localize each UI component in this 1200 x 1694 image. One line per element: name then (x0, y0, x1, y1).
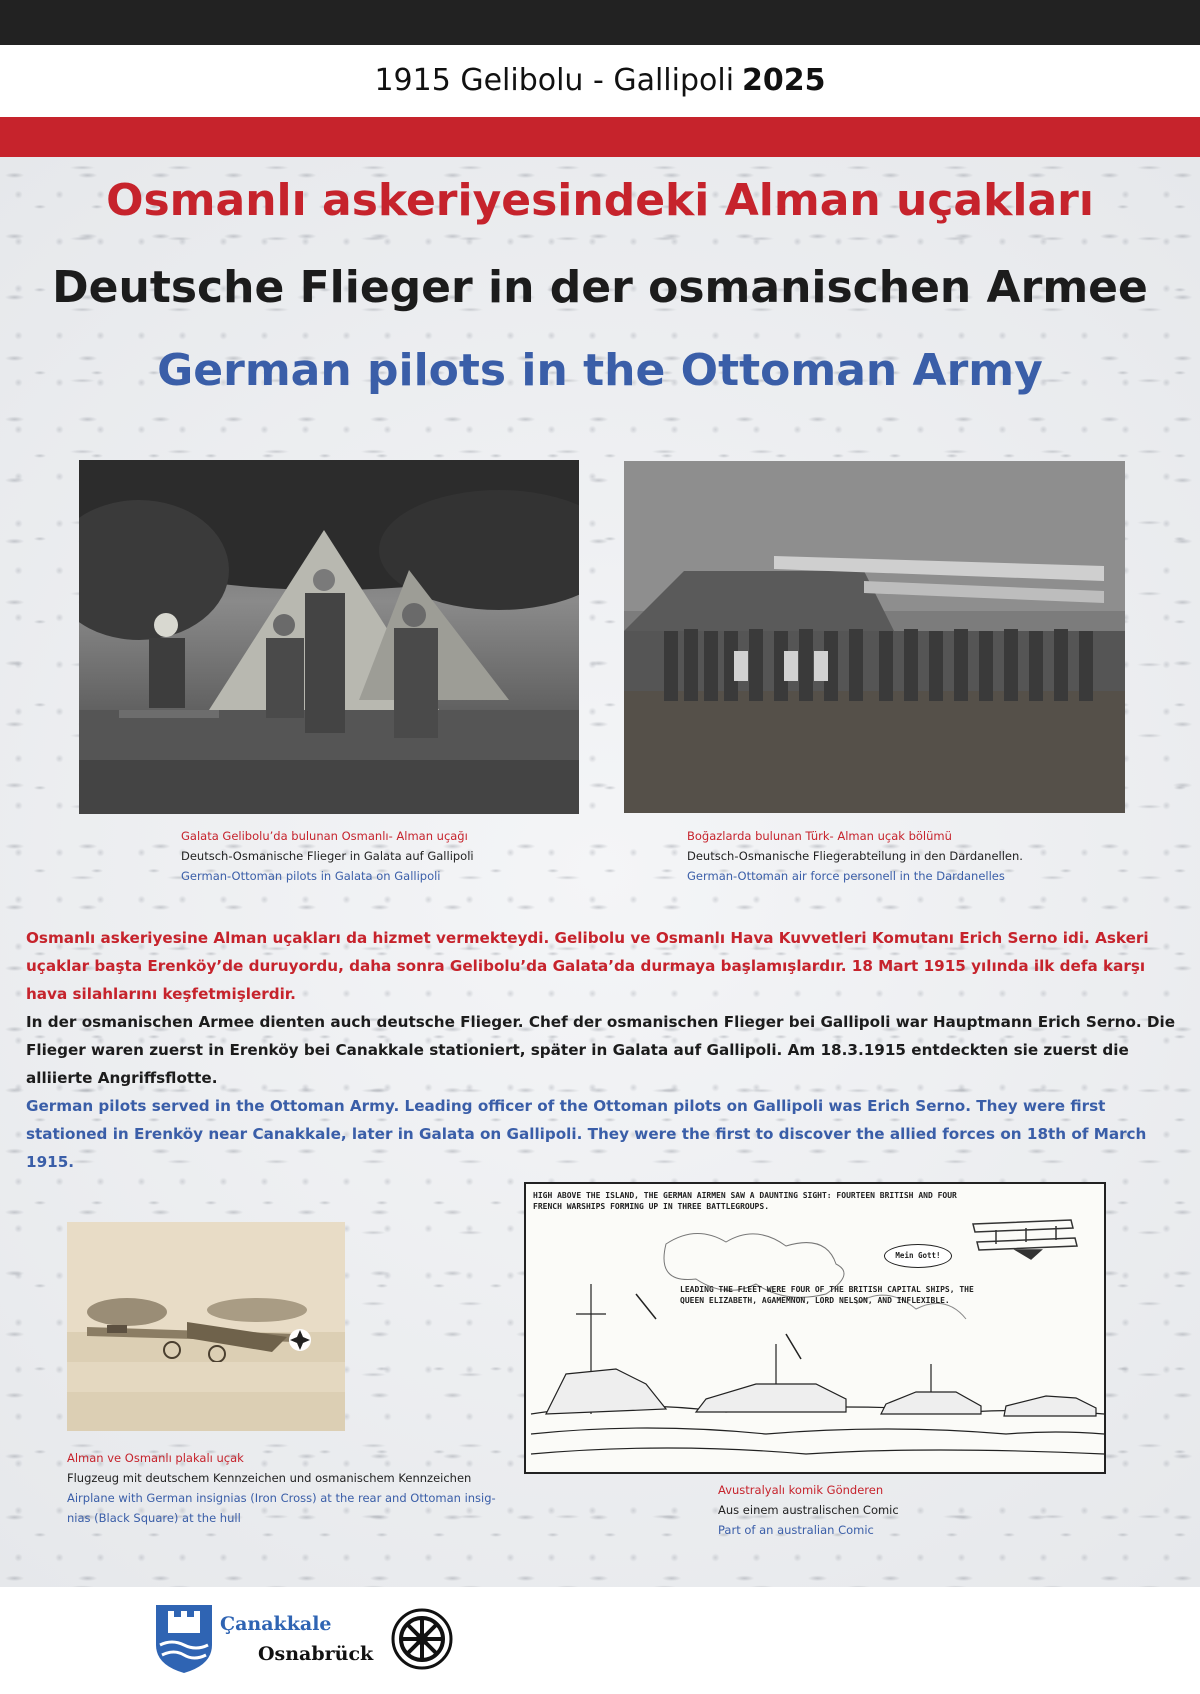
comic-caption (718, 1480, 1038, 1540)
header-year: 2025 (742, 63, 826, 98)
comic-caption-de: Aus einem australischen Comic (718, 1503, 899, 1517)
photo2-caption (687, 826, 1067, 886)
comic-caption-tr: Avustralyalı komik Gönderen (718, 1483, 884, 1497)
footer (0, 1587, 1200, 1694)
comic-panel (524, 1182, 1106, 1474)
photo2-caption-en: German-Ottoman air force personell in the Dardanelles (687, 869, 1005, 883)
body-text-turkish: Osmanlı askeriyesine Alman uçakları da hizmet vermekteydi. Gelibolu ve Osmanlı Hava Kuvvetleri Komutanı Erich Serno idi. Askeri uçaklar başta Erenköy’de duruyordu, daha sonra Gelibolu’da Galata’da durmaya başlamışlardır. 18 Mart 1915 yılında ilk defa karşı hava silahlarını keşfetmişlerdir. (26, 929, 1149, 1003)
photo1-caption-en: German-Ottoman pilots in Galata on Gallipoli (181, 869, 441, 883)
photo-pilots-galata (79, 460, 579, 814)
canakkale-osnabrueck-logo (152, 1601, 392, 1681)
top-bar (0, 0, 1200, 45)
comic-speech-bubble: Mein Gott! (884, 1244, 952, 1268)
header (0, 45, 1200, 117)
photo3-caption (67, 1448, 499, 1528)
logo-text-canakkale: Çanakkale (220, 1613, 332, 1635)
photo1-caption (181, 826, 541, 886)
photo2-caption-de: Deutsch-Osmanische Fliegerabteilung in den Dardanellen. (687, 849, 1023, 863)
photo3-caption-en: Airplane with German insignias (Iron Cross) at the rear and Ottoman insig-nias (Black Square) at the hull (67, 1491, 496, 1525)
photo1-caption-tr: Galata Gelibolu’da bulunan Osmanlı- Alman uçağı (181, 829, 468, 843)
comic-caption-en: Part of an australian Comic (718, 1523, 874, 1537)
red-bar (0, 117, 1200, 157)
comic-drawing (526, 1184, 1104, 1472)
photo3-caption-de: Flugzeug mit deutschem Kennzeichen und osmanischem Kennzeichen (67, 1471, 472, 1485)
title-turkish: Osmanlı askeriyesindeki Alman uçakları (106, 175, 1094, 226)
title-english: German pilots in the Ottoman Army (157, 345, 1043, 396)
photo1-caption-de: Deutsch-Osmanische Flieger in Galata auf Gallipoli (181, 849, 474, 863)
header-title (0, 63, 1200, 98)
comic-text-mid: LEADING THE FLEET WERE FOUR OF THE BRITISH CAPITAL SHIPS, THE QUEEN ELIZABETH, AGAMEMNON, LORD NELSON, AND INFLEXIBLE. (680, 1285, 974, 1305)
header-title-text: 1915 Gelibolu - Gallipoli (374, 63, 735, 98)
photo-airforce-personnel (624, 461, 1125, 813)
photo2-caption-tr: Boğazlarda bulunan Türk- Alman uçak bölümü (687, 829, 952, 843)
shield-icon (152, 1601, 216, 1675)
photo3-caption-tr: Alman ve Osmanlı plakalı uçak (67, 1451, 244, 1465)
logo-text-osnabrueck: Osnabrück (258, 1643, 374, 1665)
title-german: Deutsche Flieger in der osmanischen Armee (52, 262, 1148, 313)
comic-text-top: HIGH ABOVE THE ISLAND, THE GERMAN AIRMEN SAW A DAUNTING SIGHT: FOURTEEN BRITISH AND FOUR FRENCH WARSHIPS FORMING UP IN THREE BATTLEGROUPS. (533, 1191, 957, 1211)
body-text-english: German pilots served in the Ottoman Army. Leading officer of the Ottoman pilots on Gallipoli was Erich Serno. They were first stationed in Erenköy near Canakkale, later in Galata on Gallipoli. They were the first to discover the allied forces on 18th of March 1915. (26, 1097, 1147, 1171)
body-text-german: In der osmanischen Armee dienten auch deutsche Flieger. Chef der osmanischen Flieger bei Gallipoli war Hauptmann Erich Serno. Die Flieger waren zuerst in Erenköy bei Canakkale stationiert, später in Galata auf Gallipoli. Am 18.3.1915 entdeckten sie zuerst die alliierte Angriffsflotte. (26, 1013, 1176, 1087)
osnabrueck-wheel-emblem-icon (390, 1607, 454, 1671)
photo-airplane-insignias (67, 1222, 345, 1431)
